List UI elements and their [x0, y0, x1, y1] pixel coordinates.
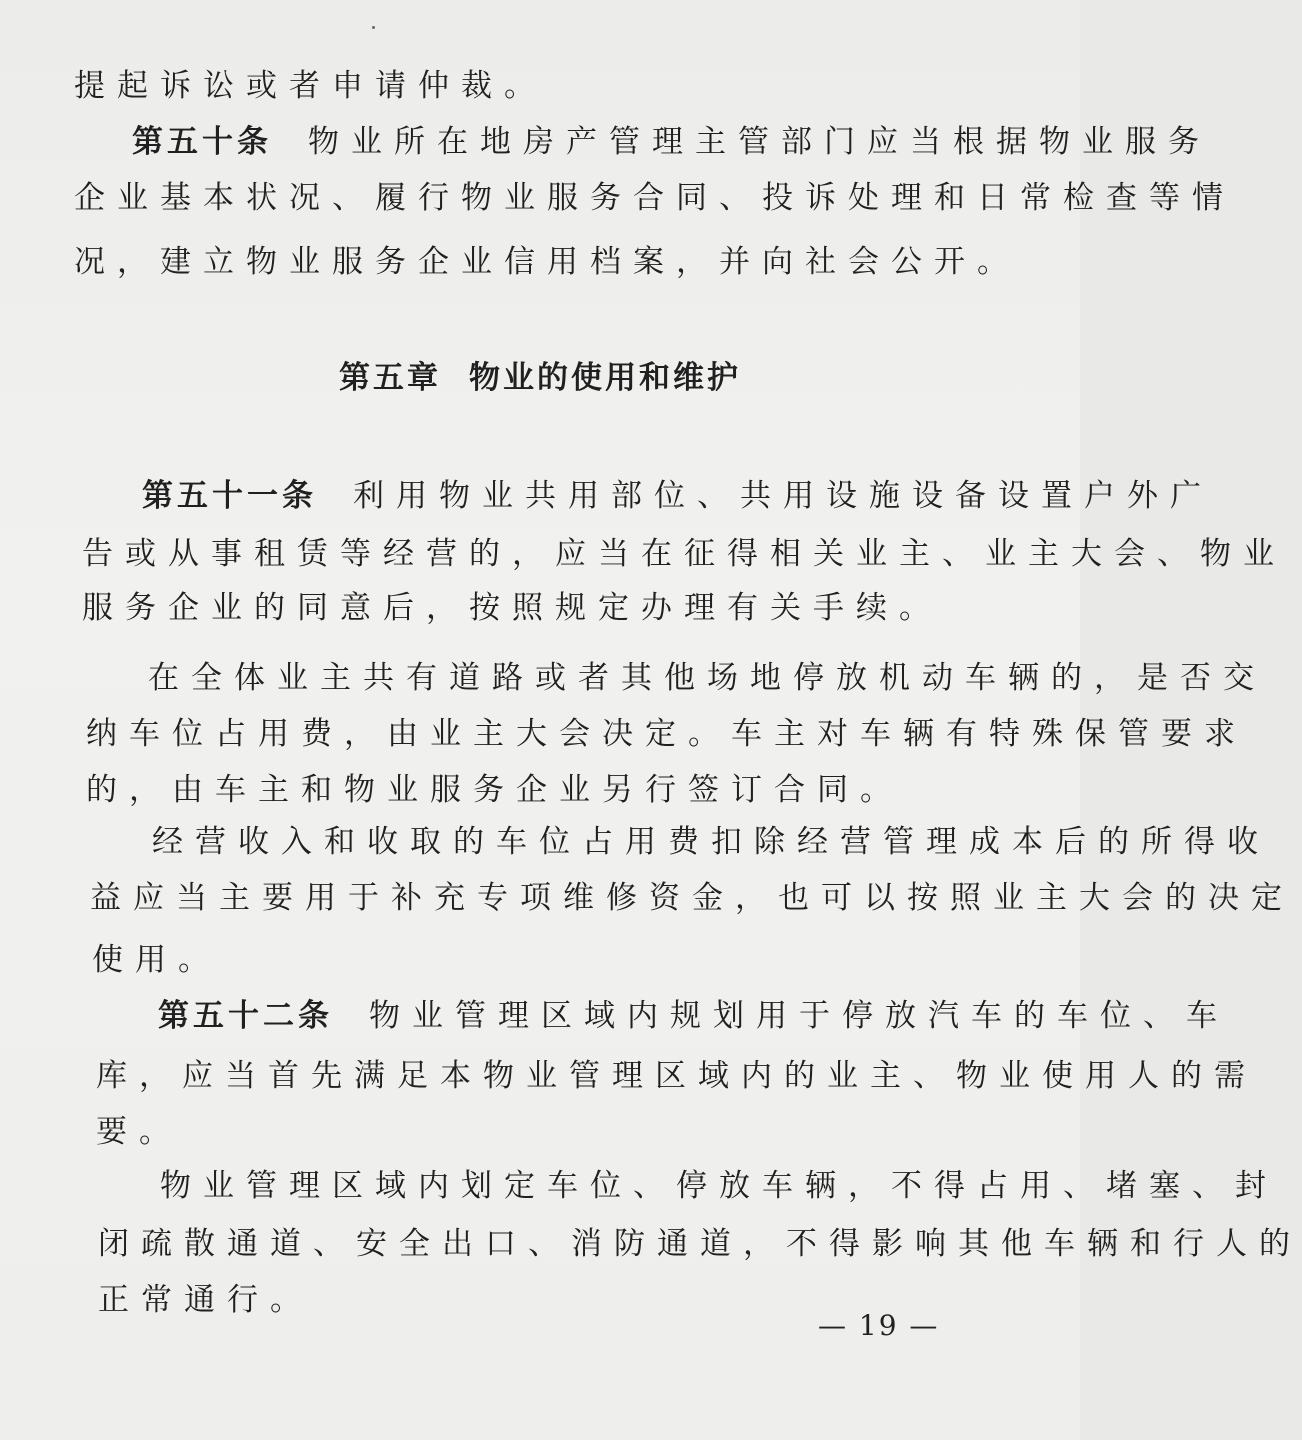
text-line: 提起诉讼或者申请仲裁。: [74, 68, 547, 104]
text-line: 正常通行。: [98, 1282, 313, 1318]
text-line: 要。: [96, 1114, 182, 1150]
article-52-heading: 第五十二条: [158, 998, 333, 1034]
chapter-heading: 第五章 物业的使用和维护: [339, 360, 741, 396]
text-line: 告或从事租赁等经营的，应当在征得相关业主、业主大会、物业: [82, 536, 1286, 572]
article-51-line-1: 第五十一条 利用物业共用部位、共用设施设备设置户外广: [142, 478, 1213, 514]
scan-speck: [372, 26, 375, 29]
page-number: — 19 —: [818, 1309, 940, 1342]
text-line: 纳车位占用费，由业主大会决定。车主对车辆有特殊保管要求: [86, 716, 1247, 752]
article-51-heading: 第五十一条: [142, 478, 317, 514]
text-line: 企业基本状况、履行物业服务合同、投诉处理和日常检查等情: [74, 180, 1235, 216]
text-line: 闭疏散通道、安全出口、消防通道，不得影响其他车辆和行人的: [98, 1226, 1302, 1262]
text-line: 经营收入和收取的车位占用费扣除经营管理成本后的所得收: [152, 824, 1270, 860]
text-line: 在全体业主共有道路或者其他场地停放机动车辆的，是否交: [148, 660, 1266, 696]
text-line: 物业管理区域内划定车位、停放车辆，不得占用、堵塞、封: [160, 1168, 1278, 1204]
text-line: 的，由车主和物业服务企业另行签订合同。: [86, 772, 903, 808]
text-line: 益应当主要用于补充专项维修资金，也可以按照业主大会的决定: [90, 880, 1294, 916]
text-line: 库，应当首先满足本物业管理区域内的业主、物业使用人的需: [96, 1058, 1257, 1094]
text-line: 使用。: [92, 942, 221, 978]
article-50-heading: 第五十条: [132, 124, 272, 160]
article-52-line-1: 第五十二条 物业管理区域内规划用于停放汽车的车位、车: [158, 998, 1229, 1034]
article-50-line-1: 第五十条 物业所在地房产管理主管部门应当根据物业服务: [132, 124, 1211, 160]
text-line: 况，建立物业服务企业信用档案，并向社会公开。: [74, 244, 1020, 280]
text-line: 服务企业的同意后，按照规定办理有关手续。: [82, 590, 942, 626]
